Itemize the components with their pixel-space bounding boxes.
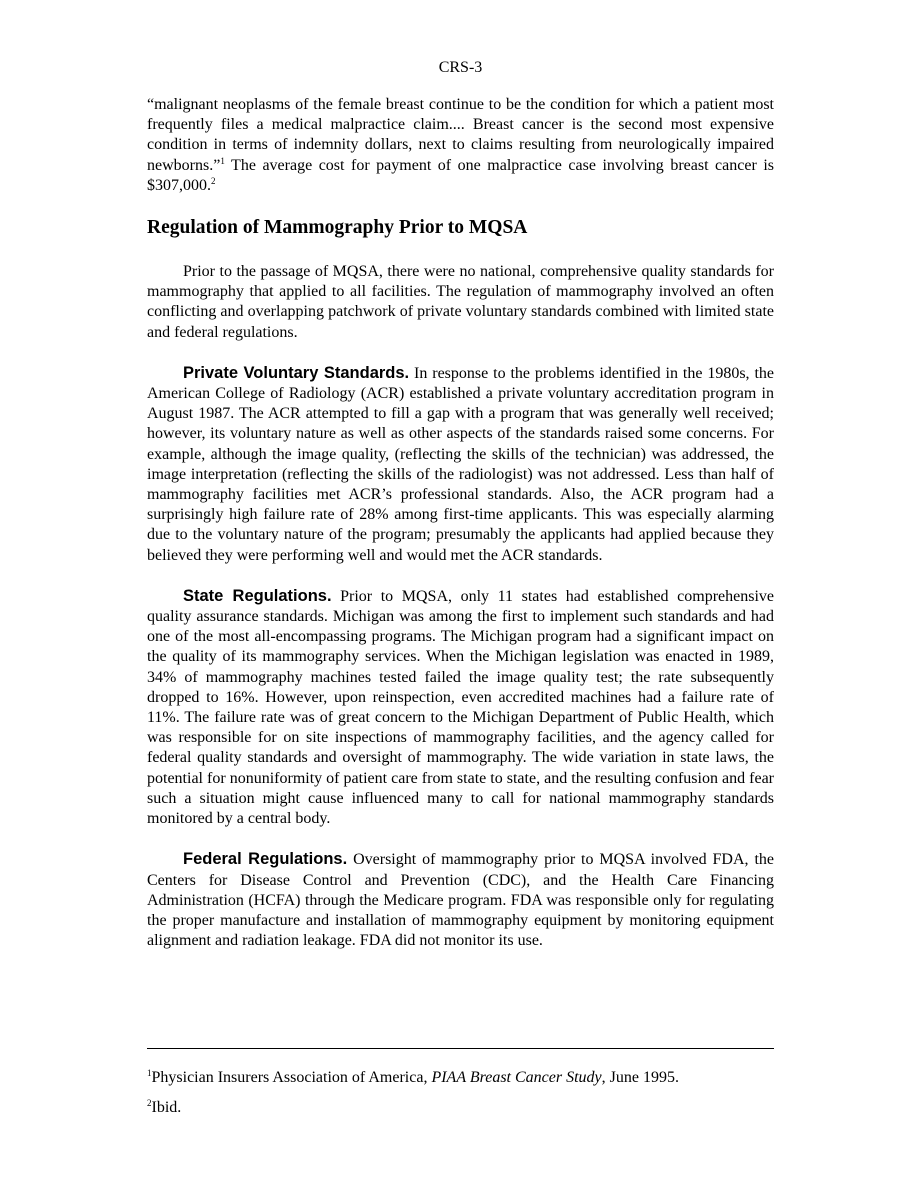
footnote-1: [147, 1068, 774, 1088]
opening-paragraph-text: “malignant neoplasms of the female breast continue to be the condition for which a patient most frequently files a medical malpractice claim.... Breast cancer is the second most expensive condition in terms of indemnity dollars, next to claims resulting from neurologically impaired newborns.”: [147, 96, 774, 174]
subsection-title: Federal Regulations.: [183, 850, 348, 869]
subsection-federal-regulations: [147, 849, 774, 951]
footnote-2: [147, 1098, 774, 1118]
page-number: CRS-3: [438, 59, 483, 76]
footnote-text: Physician Insurers Association of America,: [151, 1069, 432, 1086]
footnote-ref-1: 1: [220, 155, 225, 166]
subsection-text: In response to the problems identified in the 1980s, the American College of Radiology (ACR) established a private voluntary accreditation program in August 1987. The ACR attempted to fill a gap with a program that was generally well received; however, its voluntary nature as well as other aspects of the standards raised some concerns. For example, although the image quality, (reflecting the skills of the technician) was addressed, the image interpretation (reflecting the skills of the radiologist) was not addressed. Less than half of mammography facilities met ACR’s professional standards. Also, the ACR program had a surprisingly high failure rate of 28% among first-time applicants. This was especially alarming due to the voluntary nature of the program; presumably the applicants had applied because they believed they were performing well and would met the ACR standards.: [147, 364, 774, 564]
intro-paragraph: Prior to the passage of MQSA, there were no national, comprehensive quality standards for mammography that applied to all facilities. The regulation of mammography involved an often conflicting and overlapping patchwork of private voluntary standards combined with limited state and federal regulations.: [147, 263, 774, 341]
footnote-marker: 2: [147, 1098, 152, 1108]
document-page: [147, 0, 774, 1191]
body-text: [147, 95, 774, 951]
subsection-title: Private Voluntary Standards.: [183, 363, 410, 382]
footnote-text: Ibid.: [151, 1099, 182, 1116]
footnote-text-after: , June 1995.: [601, 1069, 679, 1086]
subsection-private-voluntary-standards: [147, 363, 774, 566]
opening-paragraph: [147, 95, 774, 196]
footnote-title: PIAA Breast Cancer Study: [431, 1069, 602, 1086]
section-heading: Regulation of Mammography Prior to MQSA: [147, 217, 528, 239]
footnote-ref-2: 2: [211, 175, 216, 186]
subsection-text: Prior to MQSA, only 11 states had established comprehensive quality assurance standards. Michigan was among the first to implement such standards and had one of the most all-encompassing programs. The Michigan program had a significant impact on the quality of its mammography services. When the Michigan legislation was enacted in 1989, 34% of mammography machines tested failed the image quality test; the rate subsequently dropped to 16%. However, upon reinspection, even accredited machines had a failure rate of 11%. The failure rate was of great concern to the Michigan Department of Public Health, which was responsible for on site inspections of mammography facilities, and the agency called for federal quality standards and oversight of mammography. The wide variation in state laws, the potential for nonuniformity of patient care from state to state, and the resulting confusion and fear such a situation might cause influenced many to call for national mammography standards monitored by a central body.: [147, 587, 775, 828]
footnote-marker: 1: [147, 1068, 152, 1078]
footnote-divider: [147, 1048, 774, 1049]
footnotes: [147, 1068, 774, 1128]
subsection-state-regulations: [147, 586, 774, 829]
subsection-title: State Regulations.: [183, 586, 332, 605]
opening-paragraph-text-after: The average cost for payment of one malpractice case involving breast cancer is $307,000.: [147, 156, 774, 194]
subsection-text: Oversight of mammography prior to MQSA involved FDA, the Centers for Disease Control and Prevention (CDC), and the Health Care Financing Administration (HCFA) through the Medicare program. FDA was responsible only for regulating the proper manufacture and installation of mammography equipment by monitoring equipment alignment and radiation leakage. FDA did not monitor its use.: [147, 851, 774, 950]
